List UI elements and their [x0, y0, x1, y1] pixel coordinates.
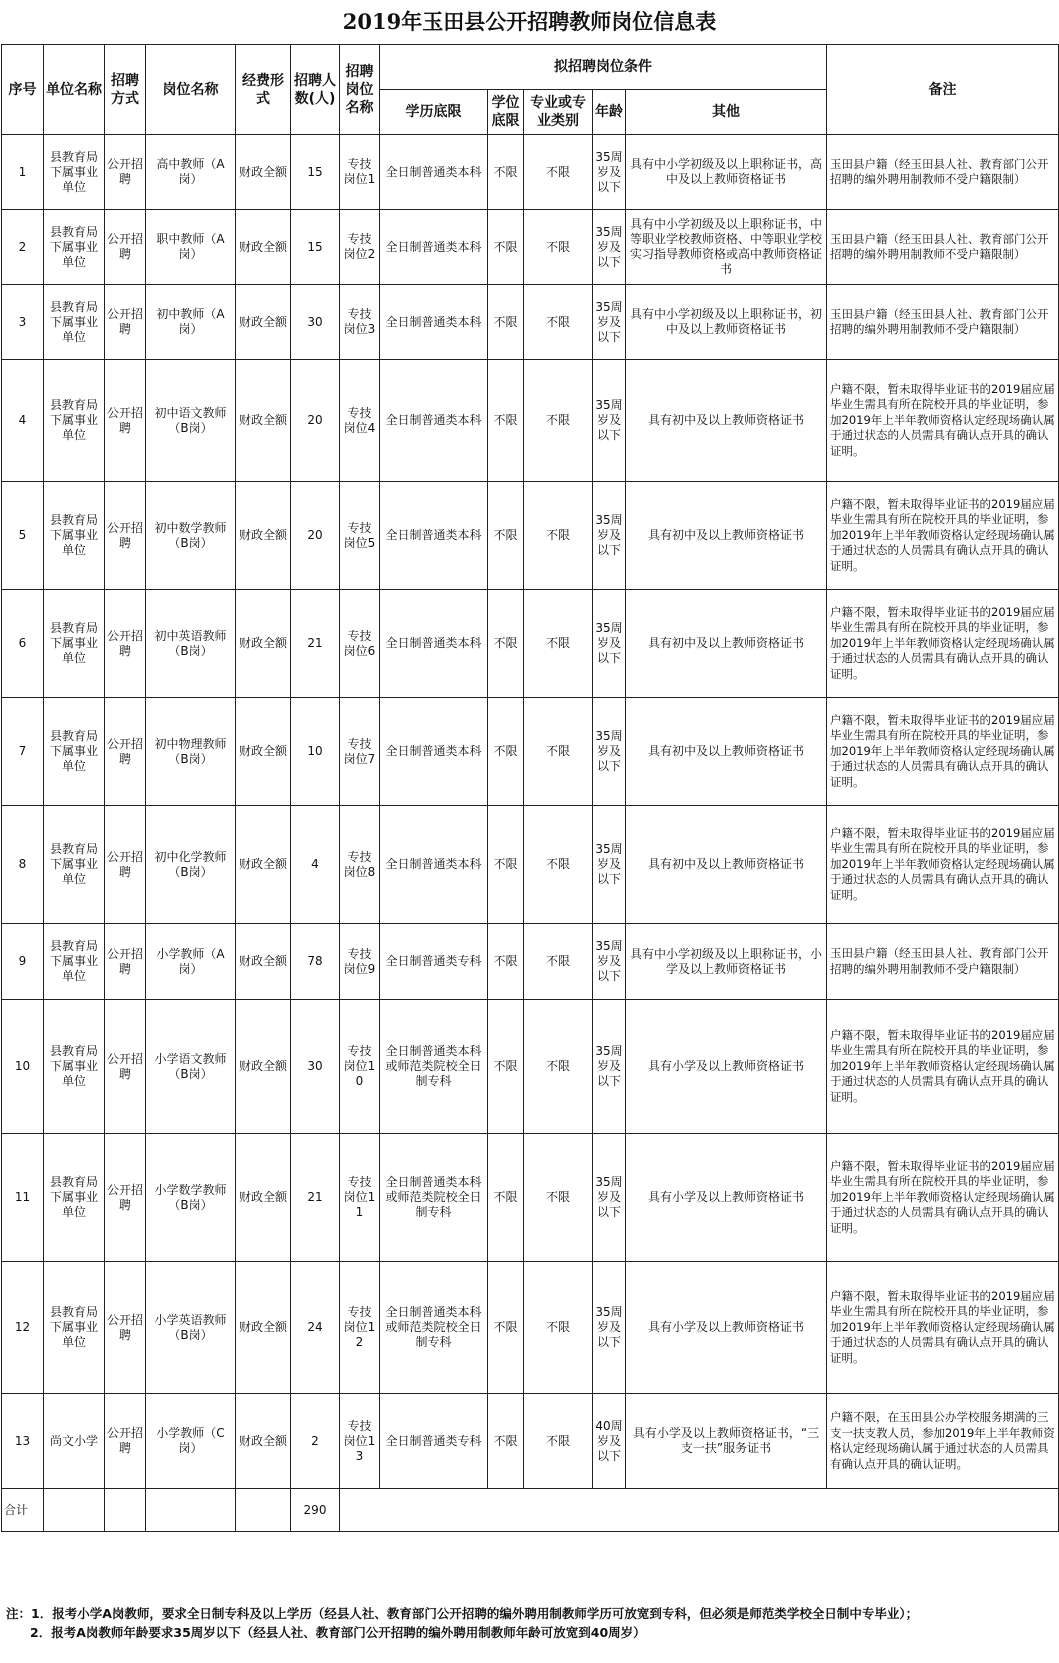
header-seq: 序号: [2, 45, 44, 135]
cell-position: 高中教师（A岗）: [146, 135, 236, 210]
cell-unit: 县教育局下属事业单位: [44, 806, 105, 924]
total-empty: [340, 1489, 1059, 1532]
table-row: [2, 698, 1059, 806]
cell-count: 24: [291, 1262, 340, 1394]
cell-age: 40周岁及以下: [593, 1394, 626, 1489]
cell-funding: 财政全额: [236, 1262, 291, 1394]
cell-remark: 户籍不限，暂未取得毕业证书的2019届应届毕业生需具有所在院校开具的毕业证明，参加2019年上半年教师资格认定经现场确认属于通过状态的人员需具有确认点开具的确认证明。: [827, 1134, 1059, 1262]
cell-degree: 不限: [488, 482, 524, 590]
table-row: [2, 590, 1059, 698]
cell-unit: 县教育局下属事业单位: [44, 135, 105, 210]
cell-degree: 不限: [488, 806, 524, 924]
cell-funding: 财政全额: [236, 1134, 291, 1262]
cell-unit: 县教育局下属事业单位: [44, 1000, 105, 1134]
table-row: [2, 924, 1059, 1000]
cell-seq: 11: [2, 1134, 44, 1262]
cell-major: 不限: [524, 135, 593, 210]
cell-degree: 不限: [488, 698, 524, 806]
cell-unit: 县教育局下属事业单位: [44, 1262, 105, 1394]
cell-unit: 县教育局下属事业单位: [44, 1134, 105, 1262]
table-row: [2, 1394, 1059, 1489]
cell-other: 具有小学及以上教师资格证书: [626, 1262, 827, 1394]
cell-count: 15: [291, 210, 340, 285]
cell-age: 35周岁及以下: [593, 360, 626, 482]
cell-method: 公开招聘: [105, 590, 146, 698]
total-empty: [44, 1489, 105, 1532]
cell-count: 20: [291, 360, 340, 482]
table-row: [2, 482, 1059, 590]
cell-position: 小学教师（C岗）: [146, 1394, 236, 1489]
cell-post: 专技岗位6: [340, 590, 380, 698]
cell-unit: 县教育局下属事业单位: [44, 698, 105, 806]
cell-position: 小学语文教师（B岗）: [146, 1000, 236, 1134]
cell-position: 职中教师（A岗）: [146, 210, 236, 285]
cell-funding: 财政全额: [236, 924, 291, 1000]
cell-position: 初中教师（A岗）: [146, 285, 236, 360]
cell-position: 小学数学教师（B岗）: [146, 1134, 236, 1262]
cell-post: 专技岗位4: [340, 360, 380, 482]
cell-seq: 7: [2, 698, 44, 806]
cell-method: 公开招聘: [105, 360, 146, 482]
cell-method: 公开招聘: [105, 482, 146, 590]
cell-position: 初中数学教师（B岗）: [146, 482, 236, 590]
cell-funding: 财政全额: [236, 482, 291, 590]
cell-count: 20: [291, 482, 340, 590]
cell-post: 专技岗位11: [340, 1134, 380, 1262]
cell-seq: 3: [2, 285, 44, 360]
cell-major: 不限: [524, 1262, 593, 1394]
cell-education: 全日制普通类本科: [380, 698, 488, 806]
header-degree: 学位底限: [488, 90, 524, 135]
cell-seq: 12: [2, 1262, 44, 1394]
cell-age: 35周岁及以下: [593, 135, 626, 210]
cell-funding: 财政全额: [236, 806, 291, 924]
cell-education: 全日制普通类本科或师范类院校全日制专科: [380, 1262, 488, 1394]
cell-count: 10: [291, 698, 340, 806]
cell-major: 不限: [524, 698, 593, 806]
cell-age: 35周岁及以下: [593, 482, 626, 590]
header-remark: 备注: [827, 45, 1059, 135]
cell-method: 公开招聘: [105, 285, 146, 360]
cell-funding: 财政全额: [236, 1000, 291, 1134]
cell-degree: 不限: [488, 1000, 524, 1134]
cell-count: 2: [291, 1394, 340, 1489]
cell-age: 35周岁及以下: [593, 1262, 626, 1394]
cell-method: 公开招聘: [105, 210, 146, 285]
table-row: [2, 1262, 1059, 1394]
cell-remark: 玉田县户籍（经玉田县人社、教育部门公开招聘的编外聘用制教师不受户籍限制）: [827, 285, 1059, 360]
total-empty: [236, 1489, 291, 1532]
cell-major: 不限: [524, 590, 593, 698]
cell-age: 35周岁及以下: [593, 285, 626, 360]
cell-position: 小学教师（A岗）: [146, 924, 236, 1000]
cell-seq: 5: [2, 482, 44, 590]
cell-post: 专技岗位7: [340, 698, 380, 806]
cell-count: 15: [291, 135, 340, 210]
header-age: 年龄: [593, 90, 626, 135]
cell-education: 全日制普通类本科: [380, 210, 488, 285]
cell-major: 不限: [524, 1394, 593, 1489]
cell-degree: 不限: [488, 590, 524, 698]
cell-remark: 户籍不限，暂未取得毕业证书的2019届应届毕业生需具有所在院校开具的毕业证明，参加2019年上半年教师资格认定经现场确认属于通过状态的人员需具有确认点开具的确认证明。: [827, 1262, 1059, 1394]
cell-major: 不限: [524, 482, 593, 590]
cell-age: 35周岁及以下: [593, 924, 626, 1000]
cell-age: 35周岁及以下: [593, 1000, 626, 1134]
cell-major: 不限: [524, 285, 593, 360]
total-count: 290: [291, 1489, 340, 1532]
cell-degree: 不限: [488, 285, 524, 360]
table-body: [2, 135, 1059, 1489]
footnote-1: 注：1．报考小学A岗教师，要求全日制专科及以上学历（经县人社、教育部门公开招聘的编外聘用制教师学历可放宽到专科，但必须是师范类学校全日制中专毕业）；: [6, 1606, 919, 1621]
cell-major: 不限: [524, 806, 593, 924]
cell-method: 公开招聘: [105, 1000, 146, 1134]
cell-other: 具有中小学初级及以上职称证书，高中及以上教师资格证书: [626, 135, 827, 210]
cell-remark: 户籍不限，暂未取得毕业证书的2019届应届毕业生需具有所在院校开具的毕业证明，参加2019年上半年教师资格认定经现场确认属于通过状态的人员需具有确认点开具的确认证明。: [827, 1000, 1059, 1134]
cell-count: 78: [291, 924, 340, 1000]
cell-post: 专技岗位12: [340, 1262, 380, 1394]
cell-education: 全日制普通类本科: [380, 360, 488, 482]
cell-education: 全日制普通类本科或师范类院校全日制专科: [380, 1134, 488, 1262]
cell-remark: 户籍不限，暂未取得毕业证书的2019届应届毕业生需具有所在院校开具的毕业证明，参加2019年上半年教师资格认定经现场确认属于通过状态的人员需具有确认点开具的确认证明。: [827, 482, 1059, 590]
cell-age: 35周岁及以下: [593, 590, 626, 698]
table-row: [2, 285, 1059, 360]
cell-remark: 玉田县户籍（经玉田县人社、教育部门公开招聘的编外聘用制教师不受户籍限制）: [827, 135, 1059, 210]
cell-other: 具有小学及以上教师资格证书，“三支一扶”服务证书: [626, 1394, 827, 1489]
header-other: 其他: [626, 90, 827, 135]
cell-remark: 户籍不限，暂未取得毕业证书的2019届应届毕业生需具有所在院校开具的毕业证明，参加2019年上半年教师资格认定经现场确认属于通过状态的人员需具有确认点开具的确认证明。: [827, 360, 1059, 482]
cell-post: 专技岗位2: [340, 210, 380, 285]
cell-education: 全日制普通类本科: [380, 590, 488, 698]
cell-count: 30: [291, 285, 340, 360]
cell-method: 公开招聘: [105, 1394, 146, 1489]
cell-post: 专技岗位10: [340, 1000, 380, 1134]
cell-unit: 县教育局下属事业单位: [44, 924, 105, 1000]
cell-degree: 不限: [488, 210, 524, 285]
cell-method: 公开招聘: [105, 1262, 146, 1394]
cell-major: 不限: [524, 210, 593, 285]
cell-unit: 县教育局下属事业单位: [44, 482, 105, 590]
cell-other: 具有中小学初级及以上职称证书，小学及以上教师资格证书: [626, 924, 827, 1000]
cell-degree: 不限: [488, 1394, 524, 1489]
cell-education: 全日制普通类本科: [380, 285, 488, 360]
cell-method: 公开招聘: [105, 806, 146, 924]
cell-major: 不限: [524, 924, 593, 1000]
header-major: 专业或专业类别: [524, 90, 593, 135]
cell-post: 专技岗位8: [340, 806, 380, 924]
table-row: [2, 1134, 1059, 1262]
cell-position: 初中语文教师（B岗）: [146, 360, 236, 482]
cell-seq: 10: [2, 1000, 44, 1134]
cell-funding: 财政全额: [236, 135, 291, 210]
cell-other: 具有初中及以上教师资格证书: [626, 698, 827, 806]
cell-degree: 不限: [488, 924, 524, 1000]
positions-table: [1, 44, 1059, 1532]
cell-unit: 尚文小学: [44, 1394, 105, 1489]
cell-funding: 财政全额: [236, 210, 291, 285]
cell-remark: 户籍不限，暂未取得毕业证书的2019届应届毕业生需具有所在院校开具的毕业证明，参加2019年上半年教师资格认定经现场确认属于通过状态的人员需具有确认点开具的确认证明。: [827, 806, 1059, 924]
footnote-2: 2．报考A岗教师年龄要求35周岁以下（经县人社、教育部门公开招聘的编外聘用制教师年龄可放宽到40周岁）: [30, 1625, 646, 1640]
cell-remark: 玉田县户籍（经玉田县人社、教育部门公开招聘的编外聘用制教师不受户籍限制）: [827, 210, 1059, 285]
footnotes: [6, 1604, 1056, 1642]
cell-education: 全日制普通类本科或师范类院校全日制专科: [380, 1000, 488, 1134]
header-funding: 经费形式: [236, 45, 291, 135]
cell-major: 不限: [524, 1134, 593, 1262]
total-label: 合计: [2, 1489, 44, 1532]
total-empty: [105, 1489, 146, 1532]
cell-funding: 财政全额: [236, 360, 291, 482]
header-position: 岗位名称: [146, 45, 236, 135]
cell-funding: 财政全额: [236, 285, 291, 360]
cell-post: 专技岗位5: [340, 482, 380, 590]
cell-funding: 财政全额: [236, 698, 291, 806]
cell-count: 21: [291, 590, 340, 698]
cell-unit: 县教育局下属事业单位: [44, 285, 105, 360]
cell-unit: 县教育局下属事业单位: [44, 210, 105, 285]
cell-unit: 县教育局下属事业单位: [44, 590, 105, 698]
cell-funding: 财政全额: [236, 590, 291, 698]
table-row: [2, 360, 1059, 482]
cell-other: 具有小学及以上教师资格证书: [626, 1000, 827, 1134]
cell-education: 全日制普通类专科: [380, 1394, 488, 1489]
header-post: 招聘岗位名称: [340, 45, 380, 135]
cell-age: 35周岁及以下: [593, 210, 626, 285]
cell-position: 初中英语教师（B岗）: [146, 590, 236, 698]
table-row: [2, 135, 1059, 210]
cell-seq: 8: [2, 806, 44, 924]
table-row: [2, 806, 1059, 924]
cell-remark: 户籍不限，暂未取得毕业证书的2019届应届毕业生需具有所在院校开具的毕业证明，参加2019年上半年教师资格认定经现场确认属于通过状态的人员需具有确认点开具的确认证明。: [827, 590, 1059, 698]
cell-seq: 1: [2, 135, 44, 210]
cell-remark: 户籍不限，在玉田县公办学校服务期满的三支一扶支教人员，参加2019年上半年教师资格认定经现场确认属于通过状态的人员需具有确认点开具的确认证明。: [827, 1394, 1059, 1489]
cell-seq: 6: [2, 590, 44, 698]
header-education: 学历底限: [380, 90, 488, 135]
cell-education: 全日制普通类本科: [380, 806, 488, 924]
table-row: [2, 1000, 1059, 1134]
cell-age: 35周岁及以下: [593, 806, 626, 924]
cell-degree: 不限: [488, 1262, 524, 1394]
cell-other: 具有初中及以上教师资格证书: [626, 360, 827, 482]
cell-age: 35周岁及以下: [593, 1134, 626, 1262]
cell-degree: 不限: [488, 135, 524, 210]
cell-post: 专技岗位3: [340, 285, 380, 360]
cell-other: 具有中小学初级及以上职称证书，初中及以上教师资格证书: [626, 285, 827, 360]
cell-major: 不限: [524, 360, 593, 482]
page-title: 2019年玉田县公开招聘教师岗位信息表: [342, 9, 717, 34]
cell-post: 专技岗位1: [340, 135, 380, 210]
cell-remark: 户籍不限，暂未取得毕业证书的2019届应届毕业生需具有所在院校开具的毕业证明，参加2019年上半年教师资格认定经现场确认属于通过状态的人员需具有确认点开具的确认证明。: [827, 698, 1059, 806]
cell-count: 4: [291, 806, 340, 924]
cell-education: 全日制普通类本科: [380, 135, 488, 210]
header-conditions: 拟招聘岗位条件: [380, 45, 827, 90]
cell-method: 公开招聘: [105, 135, 146, 210]
header-count: 招聘人数(人): [291, 45, 340, 135]
cell-other: 具有初中及以上教师资格证书: [626, 806, 827, 924]
cell-other: 具有初中及以上教师资格证书: [626, 590, 827, 698]
cell-remark: 玉田县户籍（经玉田县人社、教育部门公开招聘的编外聘用制教师不受户籍限制）: [827, 924, 1059, 1000]
cell-method: 公开招聘: [105, 1134, 146, 1262]
cell-post: 专技岗位13: [340, 1394, 380, 1489]
cell-post: 专技岗位9: [340, 924, 380, 1000]
cell-funding: 财政全额: [236, 1394, 291, 1489]
cell-unit: 县教育局下属事业单位: [44, 360, 105, 482]
table-row: [2, 210, 1059, 285]
cell-position: 初中化学教师（B岗）: [146, 806, 236, 924]
cell-major: 不限: [524, 1000, 593, 1134]
cell-age: 35周岁及以下: [593, 698, 626, 806]
cell-count: 30: [291, 1000, 340, 1134]
cell-seq: 9: [2, 924, 44, 1000]
cell-degree: 不限: [488, 1134, 524, 1262]
cell-degree: 不限: [488, 360, 524, 482]
cell-other: 具有小学及以上教师资格证书: [626, 1134, 827, 1262]
header-method: 招聘方式: [105, 45, 146, 135]
cell-education: 全日制普通类本科: [380, 482, 488, 590]
cell-other: 具有初中及以上教师资格证书: [626, 482, 827, 590]
cell-seq: 4: [2, 360, 44, 482]
header-unit: 单位名称: [44, 45, 105, 135]
cell-position: 初中物理教师（B岗）: [146, 698, 236, 806]
cell-seq: 13: [2, 1394, 44, 1489]
cell-education: 全日制普通类专科: [380, 924, 488, 1000]
total-empty: [146, 1489, 236, 1532]
cell-method: 公开招聘: [105, 698, 146, 806]
total-row: [2, 1489, 1059, 1532]
cell-seq: 2: [2, 210, 44, 285]
cell-other: 具有中小学初级及以上职称证书，中等职业学校教师资格、中等职业学校实习指导教师资格或高中教师资格证书: [626, 210, 827, 285]
cell-count: 21: [291, 1134, 340, 1262]
cell-method: 公开招聘: [105, 924, 146, 1000]
cell-position: 小学英语教师（B岗）: [146, 1262, 236, 1394]
